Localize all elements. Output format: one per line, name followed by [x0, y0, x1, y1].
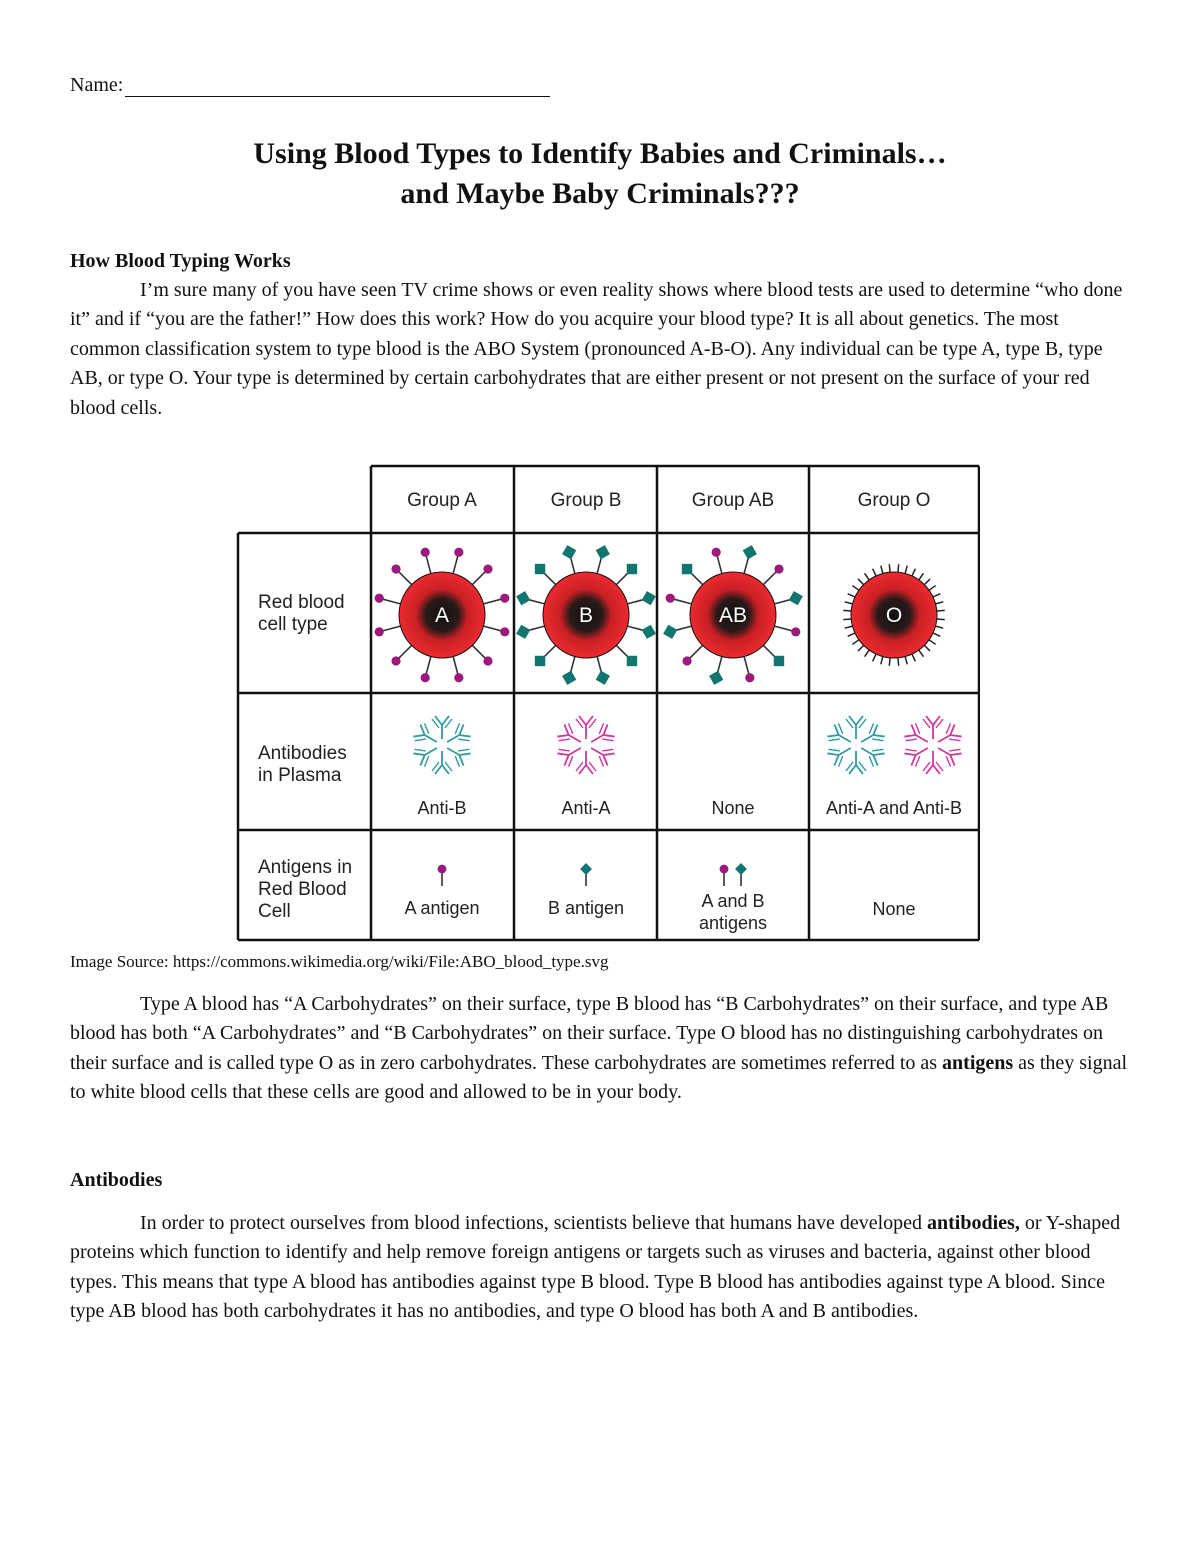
- section-heading-antibodies: Antibodies: [70, 1169, 163, 1191]
- a-antigen-marker: [774, 564, 783, 573]
- b-antigen-marker: [562, 671, 576, 685]
- anti-b-antibody-cluster: [412, 716, 472, 774]
- cell-o-surface-tick: [889, 564, 890, 572]
- b-antigen-marker: [596, 545, 610, 559]
- cell-o-surface-tick: [852, 586, 859, 591]
- title-line-2: and Maybe Baby Criminals???: [400, 177, 800, 210]
- a-antigen-marker: [454, 673, 463, 682]
- b-antigen-marker: [774, 656, 784, 666]
- cell-letter-b: B: [578, 604, 594, 627]
- cell-o-surface-tick: [936, 626, 944, 628]
- a-antigen-marker: [500, 627, 509, 636]
- antigen-label-group-b: B antigen: [547, 898, 625, 918]
- column-header-group-a: Group A: [407, 490, 477, 511]
- anti-b-antibody-cluster-group-o: [826, 716, 886, 774]
- antibody-label-group-ab: None: [711, 798, 755, 818]
- intro-paragraph: [70, 276, 1132, 423]
- b-antigen-marker: [516, 625, 530, 639]
- red-blood-cell-o: [843, 564, 945, 666]
- cell-o-surface-tick: [865, 650, 870, 657]
- a-antigen-marker: [375, 627, 384, 636]
- antigens-term: antigens: [942, 1051, 1014, 1074]
- cell-o-surface-tick: [933, 594, 940, 597]
- cell-o-surface-tick: [905, 566, 907, 574]
- antibodies-term: antibodies,: [927, 1212, 1020, 1234]
- cell-o-surface-tick: [929, 586, 936, 591]
- antigen-paragraph: [70, 990, 1132, 1108]
- b-antigen-marker: [535, 564, 545, 574]
- column-header-group-b: Group B: [550, 490, 622, 511]
- cell-o-surface-tick: [919, 650, 924, 657]
- red-blood-cell-a: [375, 548, 510, 683]
- section-heading-blood-typing: How Blood Typing Works: [70, 250, 291, 272]
- cell-o-surface-tick: [898, 564, 899, 572]
- name-label: Name:: [70, 74, 124, 96]
- cell-o-surface-tick: [924, 579, 930, 585]
- row-label-antigens: Antigens in Red Blood Cell: [258, 857, 353, 922]
- a-antigen-marker: [421, 548, 430, 557]
- cell-o-surface-tick: [843, 619, 851, 620]
- cell-o-surface-tick: [881, 657, 883, 665]
- a-antigen-marker: [483, 656, 492, 665]
- antibody-y: [576, 751, 596, 774]
- antibody-label-group-a: Anti-B: [417, 798, 467, 818]
- a-antigen-marker: [712, 548, 721, 557]
- cell-o-surface-tick: [912, 569, 915, 576]
- row-label-antibodies: Antibodies in Plasma: [258, 743, 347, 786]
- name-blank-line[interactable]: [125, 76, 550, 97]
- b-antigen-marker: [682, 564, 692, 574]
- column-header-group-o: Group O: [857, 490, 931, 511]
- antigen-paragraph-text-1: Type A blood has “A Carbohydrates” on their surface, type B blood has “B Carbohydrates” on their surface, and type AB blood has both “A Carbohydrates” and “B Carbohydrates” on their surface. Type O blood has no distinguishing carbohydrates on their surface and is called type O as in zero carbohydrates. These carbohydrates are sometimes referred to as: [70, 993, 1109, 1074]
- cell-o-surface-tick: [848, 633, 855, 636]
- cell-o-surface-tick: [873, 569, 876, 576]
- red-blood-cell-ab: [663, 545, 803, 685]
- cell-o-surface-tick: [898, 658, 899, 666]
- antibodies-paragraph: [70, 1209, 1132, 1327]
- a-antigen-icon-group-ab: [720, 865, 729, 886]
- image-source-caption: Image Source: https://commons.wikimedia.org/wiki/File:ABO_blood_type.svg: [70, 952, 609, 971]
- cell-o-surface-tick: [937, 619, 945, 620]
- cell-o-surface-tick: [929, 640, 936, 645]
- a-antigen-marker: [791, 627, 800, 636]
- b-antigen-marker: [562, 545, 576, 559]
- a-antigen-marker: [454, 548, 463, 557]
- a-antigen-marker: [666, 594, 675, 603]
- name-field: [70, 74, 550, 97]
- b-antigen-icon-group-ab: [735, 863, 747, 886]
- a-antigen-marker: [500, 594, 509, 603]
- cell-o-surface-tick: [852, 640, 859, 645]
- intro-paragraph-text: I’m sure many of you have seen TV crime shows or even reality shows where blood tests are used to determine “who done it” and if “you are the father!” How does this work? How do you acquire your blood type? It is all about genetics. The most common classification system to type blood is the ABO System (pronounced A-B-O). Any individual can be type A, type B, type AB, or type O. Your type is determined by certain carbohydrates that are either present or not present on the surface of your red blood cells.: [70, 279, 1123, 419]
- antibody-y: [923, 751, 943, 774]
- a-antigen-marker: [391, 656, 400, 665]
- b-antigen-marker: [535, 656, 545, 666]
- b-antigen-marker: [516, 591, 530, 605]
- cell-o-surface-tick: [873, 654, 876, 661]
- b-antigen-marker: [627, 656, 637, 666]
- b-antigen-marker: [627, 564, 637, 574]
- cell-o-surface-tick: [905, 657, 907, 665]
- a-antigen-icon: [438, 865, 447, 886]
- cell-o-surface-tick: [858, 645, 864, 651]
- cell-letter-o: O: [885, 604, 903, 627]
- cell-o-surface-tick: [865, 573, 870, 580]
- antigen-label-group-a: A antigen: [404, 898, 480, 918]
- title-line-1: Using Blood Types to Identify Babies and Criminals…: [253, 137, 947, 170]
- antigen-paragraph-text-2: as they signal to white blood cells that these cells are good and allowed to be in your body.: [70, 1051, 1128, 1104]
- cell-o-surface-tick: [937, 610, 945, 611]
- a-antigen-marker: [745, 673, 754, 682]
- antibody-y: [576, 716, 596, 739]
- page-title: [0, 134, 1200, 214]
- a-antigen-marker: [391, 564, 400, 573]
- antibodies-paragraph-text-1: In order to protect ourselves from blood infections, scientists believe that humans have developed: [140, 1212, 928, 1234]
- antigen-label-group-ab: A and B antigens: [698, 891, 768, 933]
- cell-o-surface-tick: [843, 610, 851, 611]
- antibody-y: [432, 751, 452, 774]
- b-antigen-marker: [789, 591, 803, 605]
- anti-a-antibody-cluster-group-o: [903, 716, 963, 774]
- cell-letter-a: A: [434, 604, 450, 627]
- antibody-y: [846, 751, 866, 774]
- b-antigen-marker: [642, 591, 656, 605]
- b-antigen-icon: [580, 863, 592, 886]
- cell-o-surface-tick: [912, 654, 915, 661]
- cell-o-surface-tick: [936, 602, 944, 604]
- antibody-y: [432, 716, 452, 739]
- antibody-y: [923, 716, 943, 739]
- a-antigen-marker: [682, 656, 691, 665]
- cell-letter-ab: AB: [718, 604, 748, 627]
- b-antigen-marker: [663, 625, 677, 639]
- cell-o-surface-tick: [889, 658, 890, 666]
- cell-o-surface-tick: [845, 626, 853, 628]
- column-header-group-ab: Group AB: [691, 490, 775, 511]
- cell-o-surface-tick: [845, 602, 853, 604]
- cell-o-surface-tick: [848, 594, 855, 597]
- a-antigen-marker: [375, 594, 384, 603]
- b-antigen-marker: [642, 625, 656, 639]
- a-antigen-marker: [483, 564, 492, 573]
- antibody-y: [846, 716, 866, 739]
- anti-a-antibody-cluster: [556, 716, 616, 774]
- b-antigen-marker: [743, 545, 757, 559]
- cell-o-surface-tick: [933, 633, 940, 636]
- b-antigen-marker: [596, 671, 610, 685]
- red-blood-cell-b: [516, 545, 656, 685]
- antibody-label-group-b: Anti-A: [561, 798, 611, 818]
- cell-o-surface-tick: [919, 573, 924, 580]
- cell-o-surface-tick: [924, 645, 930, 651]
- b-antigen-marker: [709, 671, 723, 685]
- antibodies-paragraph-text-2: or Y-shaped proteins which function to identify and help remove foreign antigens or targets such as viruses and bacteria, against other blood types. This means that type A blood has antibodies against type B blood. Type B blood has antibodies against type A blood. Since type AB blood has both carbohydrates it has no antibodies, and type O blood has both A and B antibodies.: [70, 1212, 1121, 1323]
- row-label-red-blood-cell: Red blood cell type: [258, 592, 345, 635]
- abo-blood-type-figure: [236, 464, 980, 942]
- cell-o-surface-tick: [858, 579, 864, 585]
- antigen-label-group-o: None: [872, 899, 916, 919]
- antibody-label-group-o: Anti-A and Anti-B: [825, 798, 963, 818]
- a-antigen-marker: [421, 673, 430, 682]
- cell-o-surface-tick: [881, 566, 883, 574]
